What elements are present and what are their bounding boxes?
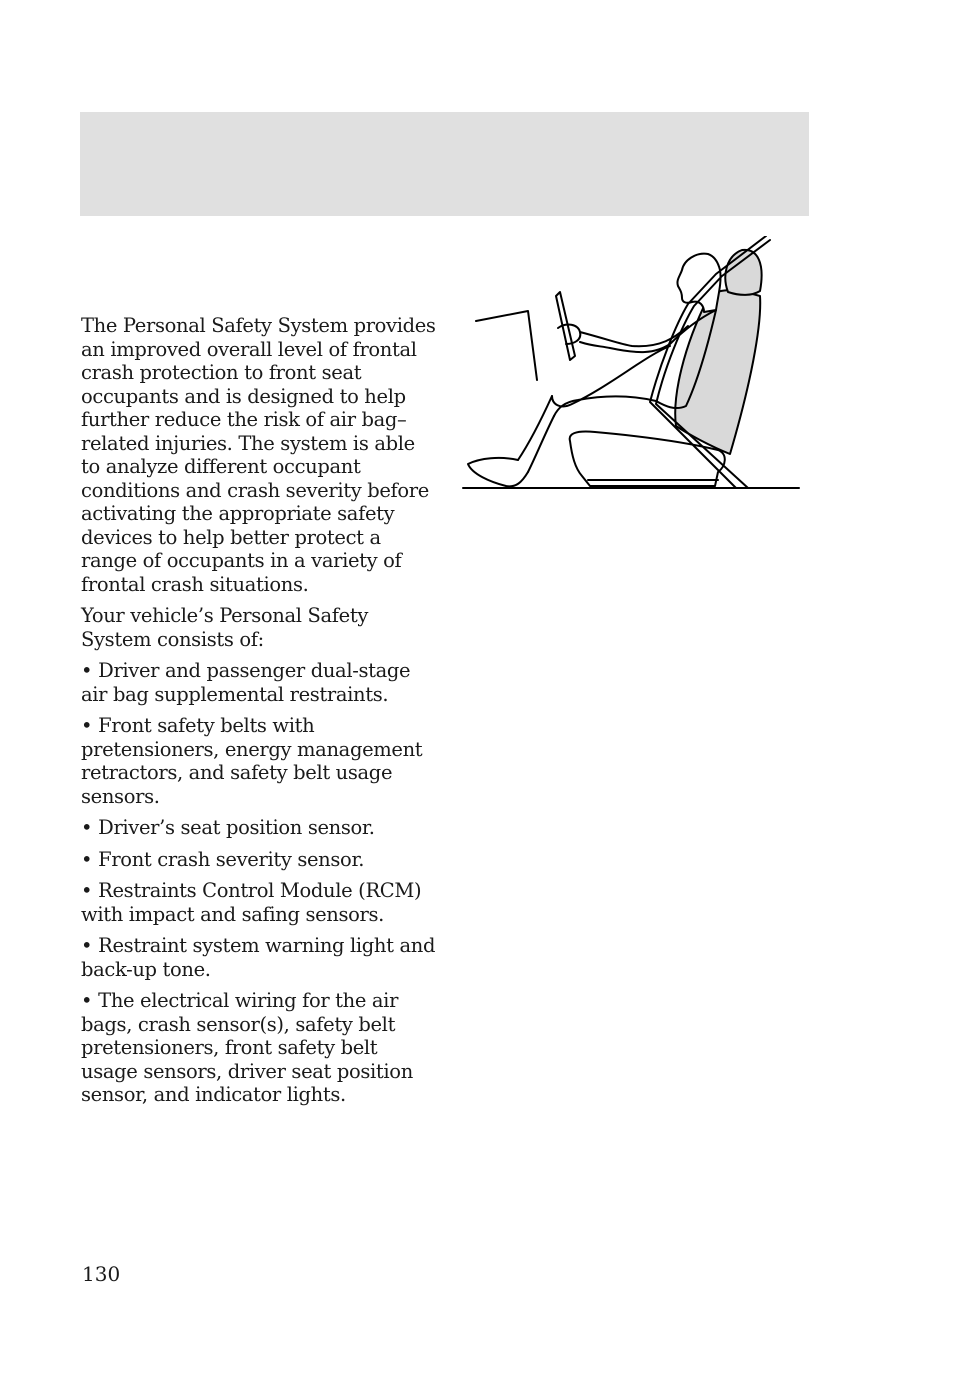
- page-number: 130: [82, 1262, 121, 1286]
- component-list: [81, 659, 436, 1107]
- list-item: [81, 816, 436, 840]
- lower-leg-back: [528, 416, 554, 472]
- list-item: [81, 848, 436, 872]
- list-item-text: Driver’s seat position sensor.: [98, 816, 375, 839]
- foot: [468, 458, 528, 486]
- list-item: [81, 714, 436, 808]
- list-item-text: Front safety belts with pretensioners, energy management retractors, and safety belt usage sensors.: [81, 714, 423, 808]
- list-item-text: Front crash severity sensor.: [98, 847, 365, 871]
- list-item: [81, 989, 436, 1107]
- seated-driver-illustration: [460, 236, 802, 494]
- lower-leg-front: [518, 396, 552, 460]
- list-item-text: Driver and passenger dual-stage air bag supplemental restraints.: [81, 659, 411, 706]
- list-item-text: The electrical wiring for the air bags, crash sensor(s), safety belt pretensioners, front safety belt usage sensors, driver seat position sensor, and indicator lights.: [81, 989, 413, 1106]
- section-header-band: [80, 112, 809, 216]
- bullet-icon: •: [81, 934, 93, 957]
- head: [677, 254, 720, 312]
- bullet-icon: •: [81, 879, 93, 902]
- bullet-icon: •: [81, 816, 93, 839]
- intro-paragraph: The Personal Safety System provides an improved overall level of frontal crash protection to front seat occupants and is designed to help further reduce the risk of air bag–related injuries. The system is able to analyze different occupant conditions and crash severity before activating the appropriate safety devices to help better protect a range of occupants in a variety of frontal crash situations.: [81, 314, 436, 596]
- headrest: [725, 250, 761, 295]
- dashboard-outline: [476, 311, 537, 380]
- bullet-icon: •: [81, 714, 93, 737]
- list-item: [81, 879, 436, 926]
- body-text-column: [81, 314, 436, 1115]
- list-item: [81, 934, 436, 981]
- bullet-icon: •: [81, 989, 93, 1012]
- steering-wheel: [556, 292, 575, 360]
- bullet-icon: •: [81, 659, 93, 682]
- list-item-text: Restraints Control Module (RCM) with impact and safing sensors.: [81, 879, 422, 926]
- bullet-icon: •: [81, 847, 93, 871]
- list-item-text: Restraint system warning light and back-up tone.: [81, 934, 436, 981]
- consists-of-paragraph: Your vehicle’s Personal Safety System consists of:: [81, 604, 369, 651]
- list-item: [81, 659, 436, 706]
